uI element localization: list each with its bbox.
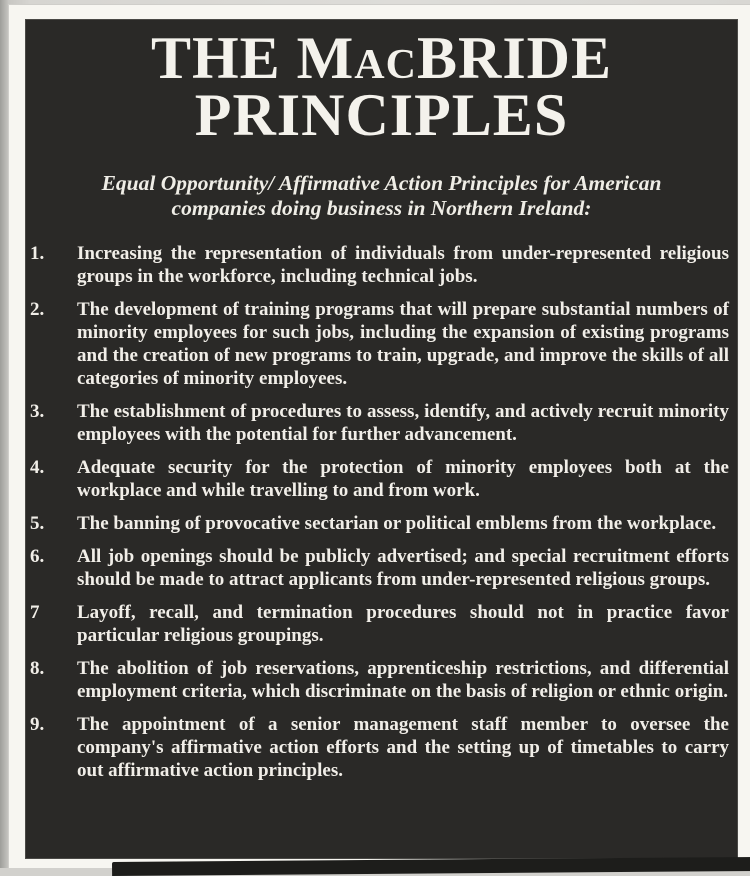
- title-line-1: THE MacBRIDE: [150, 25, 613, 91]
- principle-number: 6.: [30, 546, 45, 567]
- principles-list: [26, 242, 737, 782]
- principle-item-7: [30, 601, 729, 647]
- principle-number: 4.: [30, 457, 45, 478]
- principle-text: The banning of provocative sectarian or political emblems from the workplace.: [77, 513, 717, 534]
- principle-number: 3.: [30, 401, 45, 422]
- principle-item-1: [30, 242, 729, 288]
- principle-item-4: [30, 456, 729, 502]
- principle-text: The appointment of a senior management staff member to oversee the company's affirmative action efforts and the setting up of timetables to carry out affirmative action principles.: [77, 714, 729, 781]
- principle-number: 5.: [30, 513, 45, 534]
- principle-item-8: [30, 657, 729, 703]
- principle-item-5: [30, 512, 729, 535]
- principle-item-3: [30, 400, 729, 446]
- principle-text: Increasing the representation of individuals from under-represented religious groups in the workforce, including technical jobs.: [77, 243, 729, 287]
- poster-subtitle: Equal Opportunity/ Affirmative Action Principles for American companies doing business in Northern Ireland:: [101, 171, 662, 220]
- poster-frame: [8, 4, 750, 868]
- principle-number: 1.: [30, 243, 45, 264]
- principle-item-2: [30, 298, 729, 390]
- principle-number: 8.: [30, 658, 45, 679]
- principle-text: The abolition of job reservations, apprenticeship restrictions, and differential employment criteria, which discriminate on the basis of religion or ethnic origin.: [77, 658, 729, 702]
- principle-number: 9.: [30, 714, 45, 735]
- poster-title: [26, 25, 737, 148]
- title-line-2: PRINCIPLES: [194, 82, 569, 148]
- principle-text: The development of training programs that will prepare substantial numbers of minority employees for such jobs, including the expansion of existing programs and the creation of new programs to train, upgrade, and improve the skills of all categories of minority employees.: [77, 299, 729, 389]
- principle-text: The establishment of procedures to assess, identify, and actively recruit minority employees with the potential for further advancement.: [77, 401, 729, 445]
- principle-item-6: [30, 545, 729, 591]
- principle-text: All job openings should be publicly advertised; and special recruitment efforts should be made to attract applicants from under-represented religious groups.: [77, 546, 729, 590]
- poster-panel: [26, 20, 737, 858]
- principle-text: Adequate security for the protection of minority employees both at the workplace and while travelling to and from work.: [77, 457, 729, 501]
- principle-number: 2.: [30, 299, 45, 320]
- principle-number: 7: [30, 602, 40, 623]
- principle-item-9: [30, 713, 729, 782]
- principle-text: Layoff, recall, and termination procedures should not in practice favor particular religious groupings.: [77, 602, 729, 646]
